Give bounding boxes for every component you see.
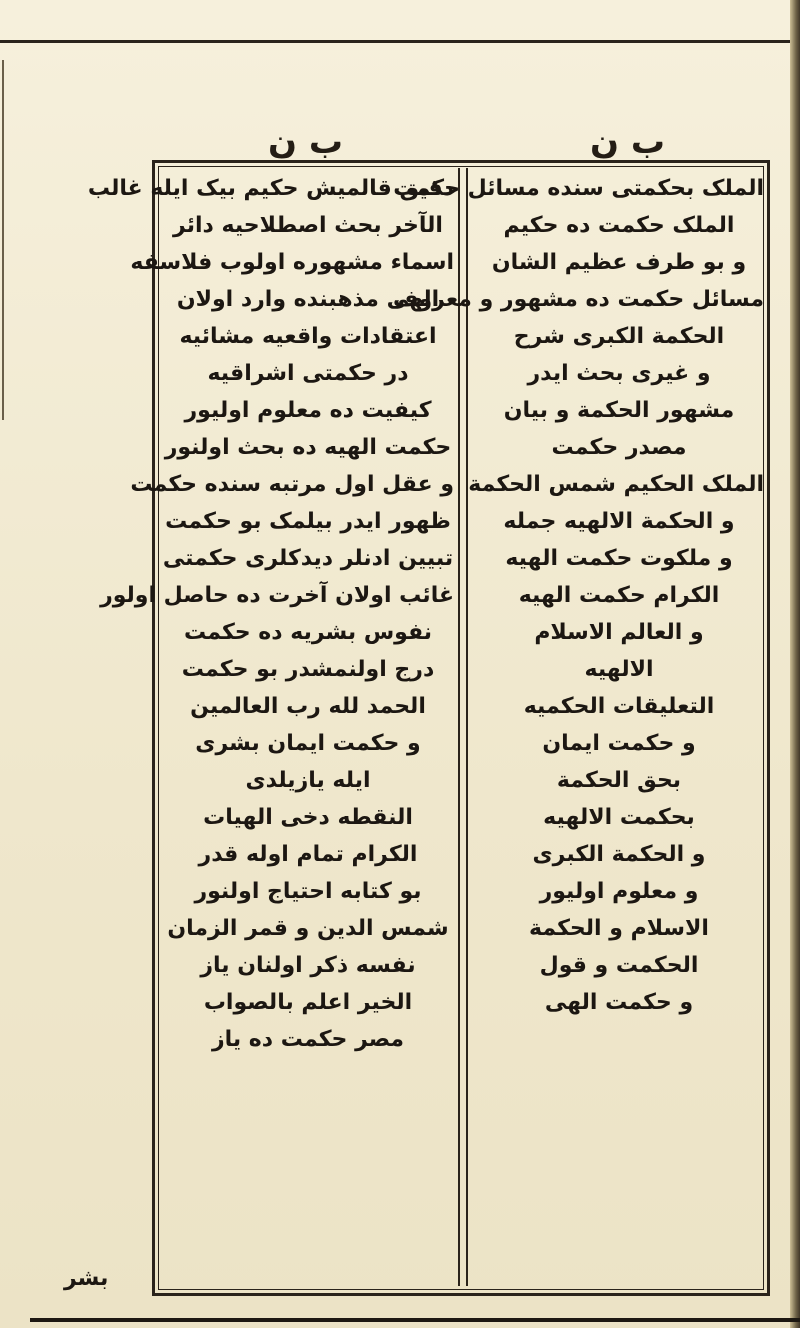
text-line: درج اولنمشدر بو حکمت (181, 657, 435, 682)
text-line: دقیق قالمیش حکیم بیک ایله غالب (87, 176, 454, 201)
text-line: الآخر بحث اصطلاحیه دائر (173, 213, 443, 238)
text-line: و حکمت ایمان بشری (195, 731, 421, 756)
header-left: ب ن (268, 122, 344, 162)
right-page-edge (790, 0, 800, 1328)
text-line: اسماء مشهوره اولوب فلاسفه (130, 250, 454, 275)
text-line: الکرام حکمت الهیه (518, 583, 720, 608)
text-line: و الحکمة الالهیه جمله (503, 509, 735, 534)
text-line: الهی مذهبنده وارد اولان (176, 287, 440, 312)
text-line: تبیین ادنلر دیدکلری حکمتی (162, 546, 454, 571)
text-line: و عقل اول مرتبه سنده حکمت (130, 472, 454, 497)
header-right: ب ن (590, 122, 666, 162)
text-line: الکرام تمام اوله قدر (198, 842, 418, 867)
text-line: الخیر اعلم بالصواب (203, 990, 413, 1015)
text-line: و حکمت ایمان (542, 731, 696, 756)
text-line: بحکمت الالهیه (543, 805, 695, 830)
text-line: اعتقادات واقعیه مشائیه (179, 324, 437, 349)
text-line: شمس الدین و قمر الزمان (167, 916, 449, 941)
text-line: و العالم الاسلام (534, 620, 704, 645)
right-text-column (392, 170, 764, 1280)
catchword: بشر (64, 1266, 109, 1291)
text-line: و غیری بحث ایدر (527, 361, 711, 386)
text-line: مصر حکمت ده یاز (211, 1027, 405, 1052)
text-line: الاسلام و الحکمة (529, 916, 709, 941)
text-line: غائب اولان آخرت ده حاصل اولور (100, 583, 454, 608)
text-line: النقطه دخی الهیات (203, 805, 413, 830)
text-line: نفوس بشریه ده حکمت (183, 620, 433, 645)
text-line: مصدر حکمت (551, 435, 687, 460)
text-line: مسائل حکمت ده مشهور و معروف (392, 287, 764, 312)
text-line: ظهور ایدر بیلمک بو حکمت (165, 509, 451, 534)
text-line: التعلیقات الحکمیه (523, 694, 715, 719)
text-line: الملک الحکیم شمس الحکمة (468, 472, 764, 497)
text-line: و ملکوت حکمت الهیه (505, 546, 733, 571)
text-line: بحق الحکمة (556, 768, 682, 793)
text-line: ایله یازیلدی (245, 768, 371, 793)
text-line: الملک حکمت ده حکیم (503, 213, 735, 238)
text-line: در حکمتی اشراقیه (207, 361, 409, 386)
text-line: مشهور الحکمة و بیان (503, 398, 735, 423)
text-line: الالهیه (584, 657, 654, 682)
text-line: کیفیت ده معلوم اولیور (184, 398, 432, 423)
bottom-rule (30, 1318, 800, 1322)
text-line: نفسه ذکر اولنان یاز (200, 953, 416, 978)
text-line: و حکمت الهی (544, 990, 694, 1015)
text-line: حکمت الهیه ده بحث اولنور (164, 435, 452, 460)
text-line: بو کتابه احتیاج اولنور (194, 879, 422, 904)
text-line: الحکمت و قول (539, 953, 699, 978)
column-divider (458, 168, 468, 1286)
text-line: و معلوم اولیور (539, 879, 699, 904)
top-rule (0, 40, 792, 43)
text-line: الحکمة الکبری شرح (513, 324, 725, 349)
text-line: و الحکمة الکبری (532, 842, 706, 867)
text-line: الحمد لله رب العالمین (190, 694, 426, 719)
left-text-column (87, 170, 454, 1280)
text-line: و بو طرف عظیم الشان (491, 250, 747, 275)
left-edge-mark (2, 60, 4, 420)
text-line: الملک بحکمتی سنده مسائل حکمت (393, 176, 764, 201)
